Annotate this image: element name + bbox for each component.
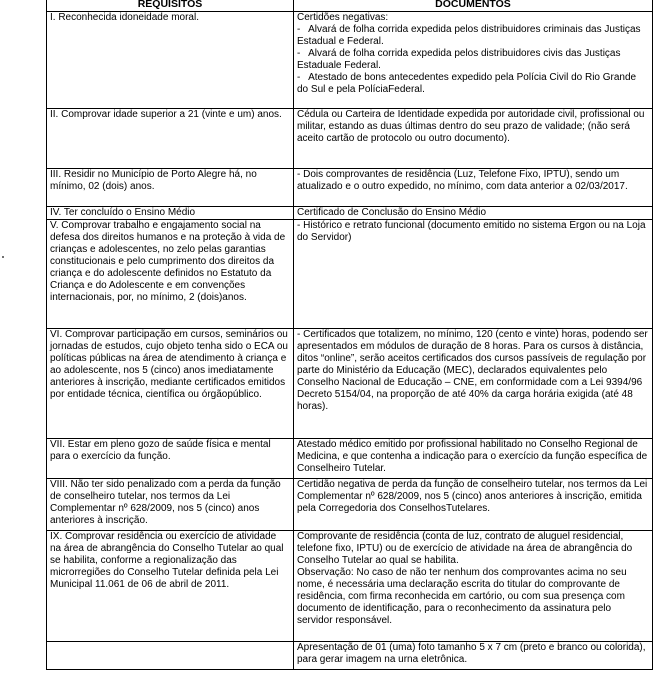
documento-line: - Histórico e retrato funcional (documento emitido no sistema Ergon ou na Loja do Servidor) xyxy=(297,220,649,243)
documentos-cell xyxy=(294,479,653,531)
requisito-cell: V. Comprovar trabalho e engajamento social na defesa dos direitos humanos e na proteção à vida de crianças e adolescentes, no zelo pelas garantias constitucionais e pelo cumprimento dos direitos da criança e do adolescente definidos no Estatuto da Criança e do Adolescente e em convenções internacionais, por, no mínimo, 2 (dois)anos. xyxy=(47,220,294,329)
table-row xyxy=(47,479,653,531)
table-row xyxy=(47,12,653,109)
table-row xyxy=(47,531,653,642)
requisito-cell: VII. Estar em pleno gozo de saúde física e mental para o exercício da função. xyxy=(47,439,294,479)
documento-line: Cédula ou Carteira de Identidade expedida por autoridade civil, profissional ou militar, estando as duas últimas dentro do seu prazo de validade; (não será aceito cartão de protocolo ou outro documento). xyxy=(297,109,648,144)
header-documentos: DOCUMENTOS xyxy=(294,0,653,12)
table-row xyxy=(47,220,653,329)
requirements-table xyxy=(46,0,653,670)
documentos-cell xyxy=(294,220,653,329)
table-row xyxy=(47,329,653,439)
documentos-cell xyxy=(294,439,653,479)
requisito-cell: VIII. Não ter sido penalizado com a perda da função de conselheiro tutelar, nos termos da Lei Complementar nº 628/2009, nos 5 (cinco) anos anteriores à inscrição. xyxy=(47,479,294,531)
documentos-cell xyxy=(294,169,653,207)
requisito-cell xyxy=(47,642,294,670)
documento-line: - Alvará de folha corrida expedida pelos distribuidores criminais das Justiças Estadual e Federal. xyxy=(297,24,644,47)
stray-dot xyxy=(2,256,4,258)
requisito-cell: II. Comprovar idade superior a 21 (vinte e um) anos. xyxy=(47,109,294,169)
requisito-cell: III. Residir no Município de Porto Alegre há, no mínimo, 02 (dois) anos. xyxy=(47,169,294,207)
documento-line: - Certificados que totalizem, no mínimo, 120 (cento e vinte) horas, podendo ser apresentados em módulos de duração de 8 horas. Para os cursos à distância, ditos “online”, serão aceitos certificados dos cursos passíveis de regulação por parte do Ministério da Educação (MEC), declarados equivalentes pelo Conselho Nacional de Educação – CNE, em conformidade com a Lei 9394/96 Decreto 5154/04, na proporção de até 40% da carga horária exigida (até 48 horas). xyxy=(297,329,651,412)
documento-line: - Alvará de folha corrida expedida pelos distribuidores civis das Justiças Estaduale Federal. xyxy=(297,48,624,71)
documento-line: Certificado de Conclusão do Ensino Médio xyxy=(297,207,486,218)
requisito-cell: IX. Comprovar residência ou exercício de atividade na área de abrangência do Conselho Tutelar ao qual se habilita, conforme a regionalização das microrregiões do Conselho Tutelar definida pela Lei Municipal 11.061 de 06 de abril de 2011. xyxy=(47,531,294,642)
table-row xyxy=(47,109,653,169)
documento-line: - Atestado de bons antecedentes expedido pela Polícia Civil do Rio Grande do Sul e pela PolíciaFederal. xyxy=(297,72,639,95)
documentos-cell xyxy=(294,531,653,642)
documento-line: Observação: No caso de não ter nenhum dos comprovantes acima no seu nome, é necessária uma declaração escrita do titular do comprovante de residência, com firma reconhecida em cartório, ou com sua presença com documento de identificação, para o reconhecimento da assinatura pelo servidor responsável. xyxy=(297,567,630,626)
documento-line: Comprovante de residência (conta de luz, contrato de aluguel residencial, telefone fixo, IPTU) ou de exercício de atividade na área de abrangência do Conselho Tutelar ao qual se habilita. xyxy=(297,531,635,566)
header-requisitos: REQUISITOS xyxy=(47,0,294,12)
documento-line: Apresentação de 01 (uma) foto tamanho 5 x 7 cm (preto e branco ou colorida), para gerar imagem na urna eletrônica. xyxy=(297,642,649,665)
documentos-cell xyxy=(294,329,653,439)
documentos-cell xyxy=(294,207,653,220)
documentos-cell xyxy=(294,642,653,670)
documento-line: - Dois comprovantes de residência (Luz, Telefone Fixo, IPTU), sendo um atualizado e o outro expedido, no mínimo, com data anterior a 02/03/2017. xyxy=(297,169,628,192)
documento-line: Certidão negativa de perda da função de conselheiro tutelar, nos termos da Lei Complementar nº 628/2009, nos 5 (cinco) anos anteriores à inscrição, emitida pela Corregedoria dos ConselhosTutelares. xyxy=(297,479,651,514)
documento-line: Certidões negativas: xyxy=(297,12,389,23)
table-row xyxy=(47,642,653,670)
table-row xyxy=(47,169,653,207)
requisito-cell: I. Reconhecida idoneidade moral. xyxy=(47,12,294,109)
documentos-cell xyxy=(294,12,653,109)
header-row xyxy=(47,0,653,12)
documentos-cell xyxy=(294,109,653,169)
documento-line: Atestado médico emitido por profissional habilitado no Conselho Regional de Medicina, e que contenha a indicação para o exercício da função específica de Conselheiro Tutelar. xyxy=(297,439,651,474)
table-row xyxy=(47,207,653,220)
requisito-cell: VI. Comprovar participação em cursos, seminários ou jornadas de estudos, cujo objeto tenha sido o ECA ou políticas públicas na área de atendimento à criança e ao adolescente, nos 5 (cinco) anos imediatamente anteriores à inscrição, mediante certificados emitidos por entidade técnica, científica ou órgãopúblico. xyxy=(47,329,294,439)
requisito-cell: IV. Ter concluído o Ensino Médio xyxy=(47,207,294,220)
table-row xyxy=(47,439,653,479)
